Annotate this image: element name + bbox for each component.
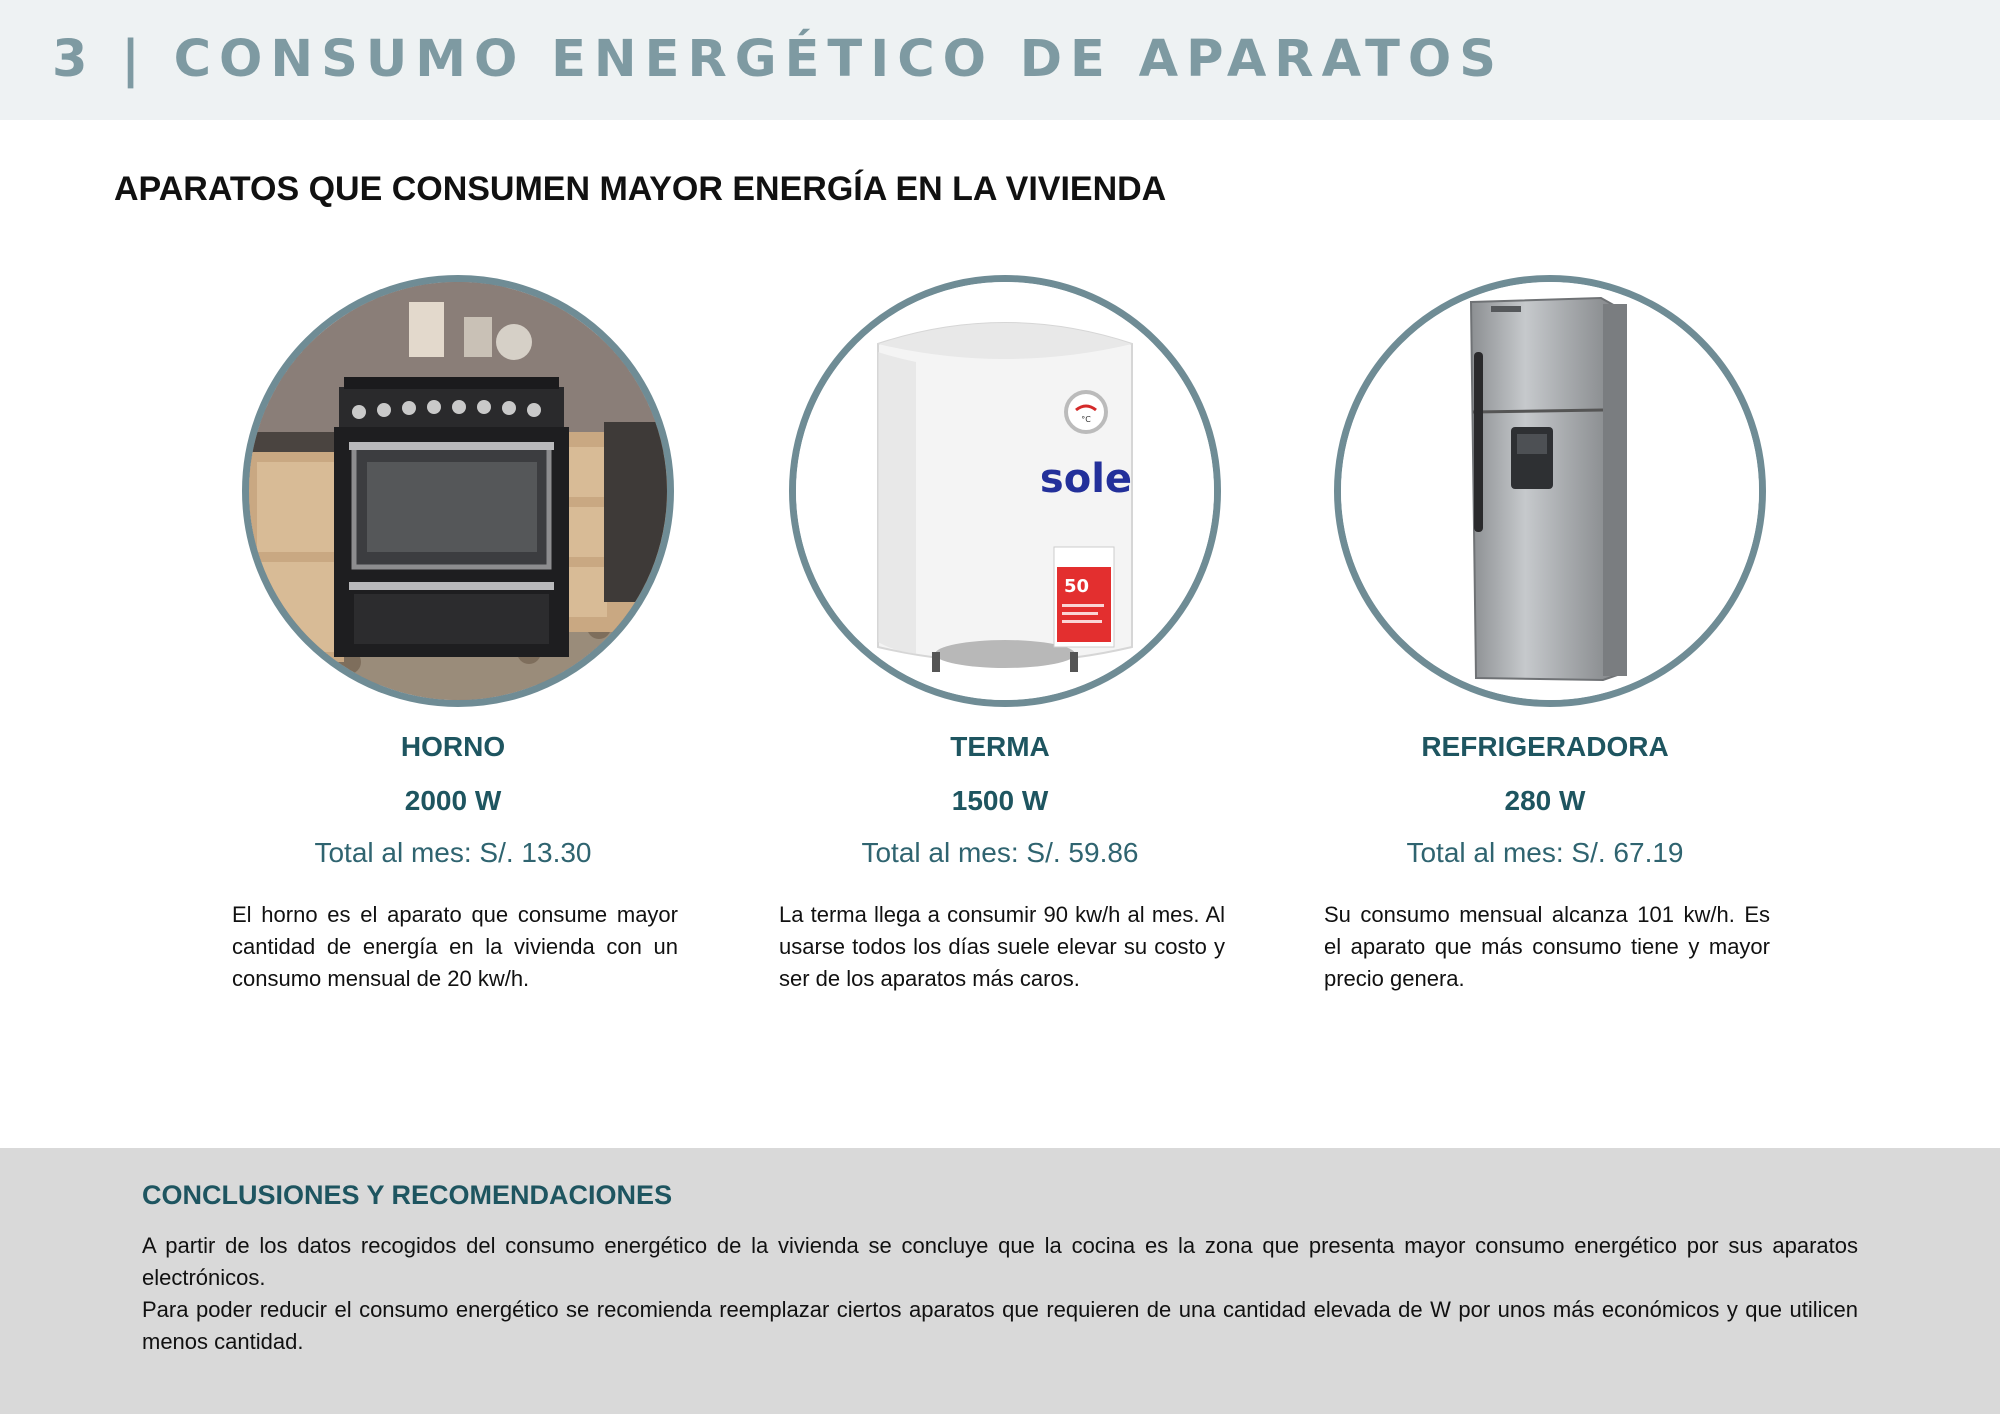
refrigerator-photo <box>1334 275 1766 707</box>
appliance-name: HORNO <box>400 731 506 762</box>
appliance-card-terma <box>775 275 1225 995</box>
appliance-card-horno <box>228 275 678 995</box>
appliance-name: REFRIGERADORA <box>1421 731 1669 762</box>
capacity-label: 50 <box>1064 576 1090 597</box>
appliance-description: La terma llega a consumir 90 kw/h al mes. Al usarse todos los días suele elevar su costo y ser de los aparatos más caros. <box>779 902 1225 991</box>
appliance-monthly-total: Total al mes: S/. 13.30 <box>314 837 592 868</box>
appliance-power: 1500 W <box>951 785 1049 816</box>
section-title: 3 | CONSUMO ENERGÉTICO DE APARATOS <box>52 30 1504 89</box>
water-heater-photo <box>789 275 1221 707</box>
conclusions-title: CONCLUSIONES Y RECOMENDACIONES <box>142 1180 673 1210</box>
page-subtitle: APARATOS QUE CONSUMEN MAYOR ENERGÍA EN LA VIVIENDA <box>114 170 1167 208</box>
appliance-description: Su consumo mensual alcanza 101 kw/h. Es el aparato que más consumo tiene y mayor precio genera. <box>1324 902 1770 991</box>
oven-photo <box>242 275 674 707</box>
water-heater-illustration <box>796 282 1214 700</box>
header-band <box>0 0 2000 120</box>
conclusions-section <box>0 1148 2000 1414</box>
appliance-monthly-total: Total al mes: S/. 59.86 <box>861 837 1139 868</box>
oven-illustration <box>249 282 667 700</box>
svg-text:°C: °C <box>1081 415 1091 424</box>
conclusions-text <box>142 1230 1858 1358</box>
appliance-description: El horno es el aparato que consume mayor cantidad de energía en la vivienda con un consumo mensual de 20 kw/h. <box>232 902 678 991</box>
appliance-power: 2000 W <box>404 785 502 816</box>
appliance-name: TERMA <box>950 731 1050 762</box>
appliance-card-refrigeradora <box>1320 275 1770 995</box>
brand-logo: sole <box>1039 456 1133 502</box>
refrigerator-illustration <box>1341 282 1759 700</box>
appliance-monthly-total: Total al mes: S/. 67.19 <box>1406 837 1684 868</box>
appliance-power: 280 W <box>1504 785 1586 816</box>
conclusions-paragraph: A partir de los datos recogidos del consumo energético de la vivienda se concluye que la cocina es la zona que presenta mayor consumo energético por sus aparatos electrónicos. <box>142 1233 1858 1290</box>
recommendations-paragraph: Para poder reducir el consumo energético se recomienda reemplazar ciertos aparatos que requieren de una cantidad elevada de W por unos más económicos y que utilicen menos cantidad. <box>142 1297 1858 1354</box>
